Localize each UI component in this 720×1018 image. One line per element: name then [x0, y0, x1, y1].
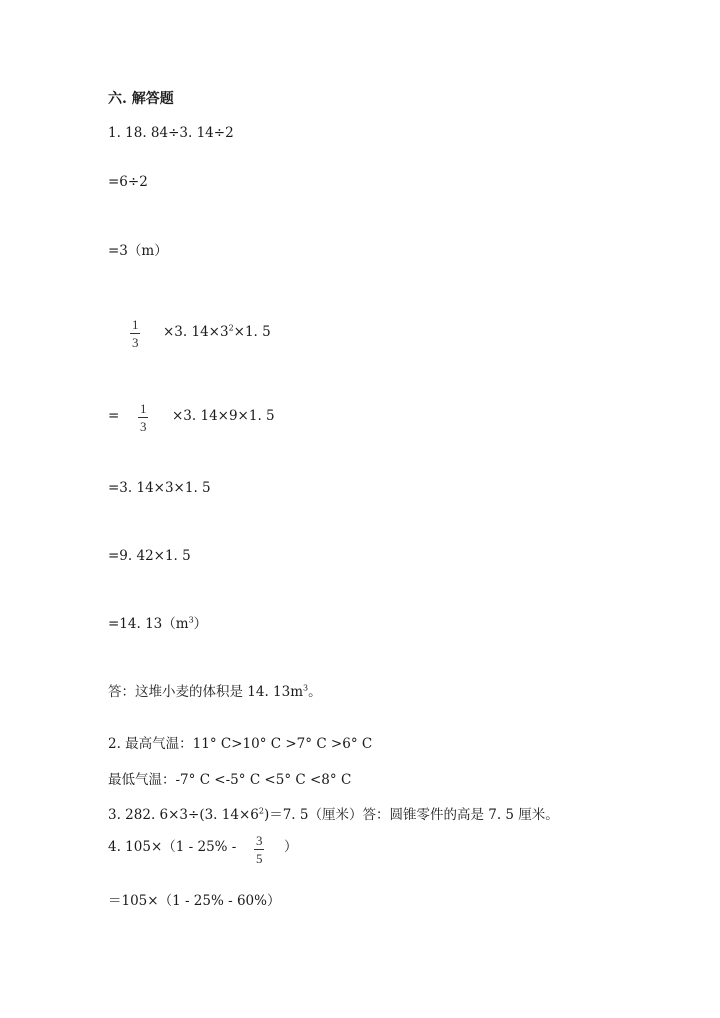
formula-text: ×1. 5 — [233, 324, 271, 340]
fraction-bar — [254, 849, 264, 850]
problem-3-line — [108, 806, 559, 824]
volume-calc-line: ×3. 14×9×1. 5 — [172, 408, 275, 424]
problem-4-close-paren: ） — [284, 839, 298, 855]
fraction-denominator: 5 — [256, 851, 263, 866]
fraction-bar — [138, 417, 148, 418]
problem-2-high-temps: 2. 最高气温：11° C>10° C >7° C >6° C — [108, 736, 373, 752]
fraction-numerator: 3 — [256, 833, 263, 848]
problem-4-line: 4. 105×（1 - 25% - — [108, 839, 237, 855]
problem-4-step-2: ＝105×（1 - 25% - 60%） — [108, 893, 281, 909]
fraction-numerator: 1 — [132, 317, 139, 332]
fraction-bar — [130, 333, 140, 334]
volume-calc-step-4: =9. 42×1. 5 — [108, 548, 191, 564]
exponent: 3 — [303, 683, 309, 693]
fraction-one-third — [130, 318, 141, 349]
result-text: =14. 13（m — [108, 616, 189, 632]
answer-text: 。 — [308, 684, 322, 700]
problem-1-step-2: =6÷2 — [108, 174, 148, 190]
equals-sign: = — [108, 408, 120, 424]
problem-2-low-temps: 最低气温：-7° C <-5° C <5° C <8° C — [108, 772, 352, 788]
problem-3-text: 3. 282. 6×3÷(3. 14×6 — [108, 807, 259, 823]
fraction-denominator: 3 — [132, 335, 139, 350]
fraction-one-third — [138, 402, 149, 433]
volume-calc-step-3: =3. 14×3×1. 5 — [108, 480, 211, 496]
formula-text: ×3. 14×3 — [163, 324, 229, 340]
section-heading: 六. 解答题 — [108, 91, 174, 107]
problem-3-text: )＝7. 5（厘米）答：圆锥零件的高是 7. 5 厘米。 — [263, 807, 559, 823]
exponent: 2 — [258, 806, 264, 816]
result-text: ） — [193, 616, 208, 632]
problem-1-step-1: 1. 18. 84÷3. 14÷2 — [108, 125, 234, 141]
answer-line — [108, 683, 322, 701]
problem-1-step-3: =3（m） — [108, 243, 168, 259]
exponent: 3 — [188, 615, 194, 625]
volume-formula-line — [163, 323, 271, 341]
answer-text: 答：这堆小麦的体积是 14. 13m — [108, 684, 304, 700]
volume-result-line — [108, 615, 207, 633]
fraction-numerator: 1 — [140, 401, 147, 416]
fraction-denominator: 3 — [140, 419, 147, 434]
fraction-three-fifths — [254, 834, 265, 865]
exponent: 2 — [228, 323, 234, 333]
